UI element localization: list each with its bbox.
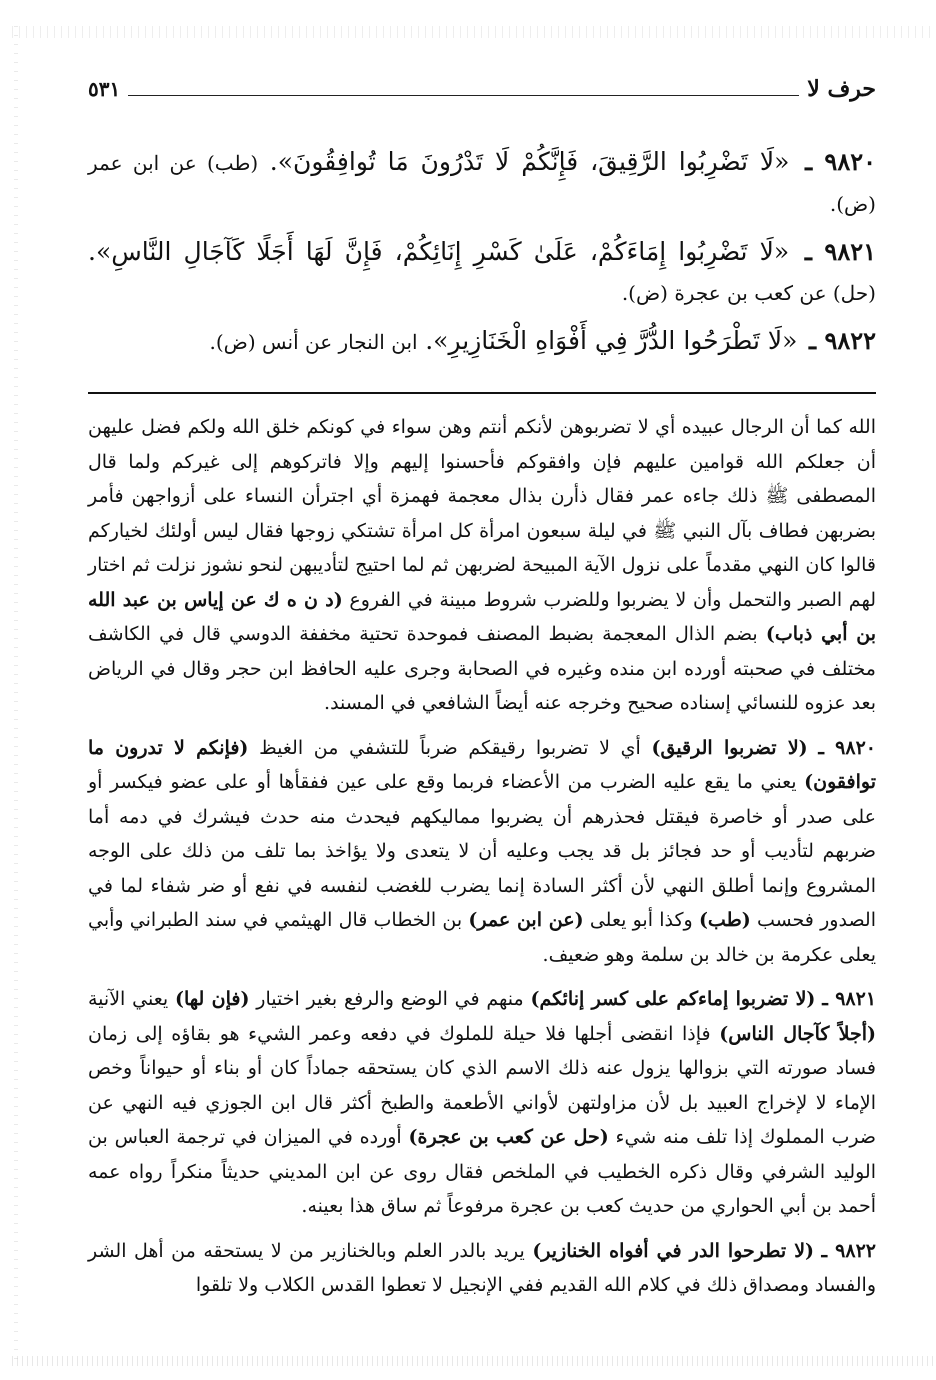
hadith-matn: «لَا تَضْرِبُوا الرَّقِيقَ، فَإِنَّكُمْ لَا تَدْرُونَ مَا تُوافِقُونَ». [269, 147, 790, 176]
footnote-separator [88, 392, 876, 394]
scan-artifact-left [14, 26, 18, 1366]
commentary-lemma: (حل عن كعب بن عجرة) [408, 1126, 609, 1148]
commentary-entry-9821 [88, 982, 876, 1224]
scan-artifact-top [12, 26, 936, 38]
book-page [88, 70, 876, 1313]
commentary-text: بن الخطاب قال الهيثمي في سند الطبراني وأبي يعلى عكرمة بن خالد بن سلمة وهو ضعيف. [88, 909, 876, 966]
commentary [88, 410, 876, 1303]
commentary-lemma: (أجلاً كآجال الناس) [719, 1022, 876, 1045]
hadith-matn: «لَا تَضْرِبُوا إِمَاءَكُمْ، عَلَىٰ كَسْرِ إِنَائِكُمْ، فَإِنَّ لَهَا أَجَلًا كَآجَالِ النَّاسِ». [88, 237, 790, 266]
commentary-text: يريد بالدر العلم وبالخنازير من لا يستحقه من أهل الشر والفساد ومصداق ذلك في كلام الله القديم ففي الإنجيل لا تعطوا القدس الكلاب ولا تلقوا [88, 1239, 876, 1296]
commentary-text: أورده في الميزان في ترجمة العباس بن الوليد الشرفي وقال ذكره الخطيب في الملخص فقال روى عن ابن المديني حديثاً منكراً رواه عمه أحمد بن أبي الحواري من حديث كعب بن عجرة مرفوعاً ثم ساق هذا بعينه. [88, 1126, 876, 1217]
commentary-lemma: (لا تطرحوا الدر في أفواه الخنازير) [532, 1239, 815, 1262]
running-header [88, 70, 876, 102]
commentary-lemma: (فإنكم لا تدرون ما توافقون) [88, 736, 876, 793]
hadith-texts [88, 142, 876, 362]
commentary-entry-9822 [88, 1234, 876, 1303]
entry-number: ٩٨٢٢ ـ [821, 1239, 876, 1262]
commentary-lemma: (د ن ه ك عن إياس بن عبد الله بن أبي ذباب) [88, 588, 876, 645]
commentary-lemma: (فإن لها) [174, 988, 250, 1010]
hadith-source: ابن النجار عن أنس (ض). [209, 330, 418, 354]
hadith-number: ٩٨٢٢ ـ [809, 326, 876, 355]
commentary-continuation [88, 410, 876, 721]
commentary-lemma: (طب) [698, 909, 751, 931]
hadith-matn: «لَا تَطْرَحُوا الدُّرَّ فِي أَفْوَاهِ الْخَنَازِيرِ». [425, 326, 798, 355]
entry-number: ٩٨٢٠ ـ [818, 736, 876, 759]
hadith-source: (طب) عن ابن عمر (ض). [88, 151, 876, 216]
hadith-number: ٩٨٢١ ـ [804, 237, 876, 266]
commentary-text: فإذا انقضى أجلها فلا حيلة للملوك في دفعه وعمر الشيء هو بقاؤه إلى زمان فساد صورته التي بزوالها يزول عنه ذلك الاسم الذي كان يستحقه جماداً كان أو بناء أو حيواناً وخص الإماء لا لإخراج العبيد بل لأن مزاولتهن لأواني الأطعمة والطبخ أكثر قال ابن الجوزي فيه النهي عن ضرب المملوك إذا تلف منه شيء [88, 1022, 876, 1148]
header-rule [128, 95, 799, 96]
commentary-text: يعني ما يقع عليه الضرب من الأعضاء فربما وقع على عين ففقأها أو على عضو فيكسر أو على صدر أو خاصرة فيقتل فحذرهم أن يضربوا مماليكهم فيحدث منه حدث فيشرك في دمه أما ضربهم لتأديب أو حد فجائز بل قد يجب وعليه أن لا يتعدى ولا يؤاخذ بما تلف من ذلك على الوجه المشروع وإنما أطلق النهي لأن أكثر السادة إنما يضرب للغضب لنفسه في نفع أو ضر شفاء لما في الصدور فحسب [88, 771, 876, 931]
commentary-lemma: (لا تضربوا الرقيق) [651, 736, 808, 759]
entry-number: ٩٨٢١ ـ [822, 988, 877, 1010]
commentary-lemma: (عن ابن عمر) [468, 909, 584, 931]
scan-artifact-bottom [12, 1356, 936, 1366]
commentary-text: الله كما أن الرجال عبيده أي لا تضربوهن لأنكم أنتم وهن سواء في كونكم خلق الله ولكم فضل عليهن أن جعلكم الله قوامين عليهم فإن وافقوكم فأحسنوا إليهم وإلا فاتركوهم إلى غيركم ولما قال المصطفى ﷺ ذلك جاءه عمر فقال ذأرن بذال معجمة فهمزة أي اجترأن النساء على أزواجهن فأمر بضربهن فطاف بآل النبي ﷺ في ليلة سبعون امرأة كل امرأة تشتكي زوجها فقال ليس أولئك لخياركم قالوا كان النهي مقدماً على نزول الآية المبيحة لضربهن ثم لما احتيج لتأديبهن لنحو نشوز نزلت ثم اختار لهم الصبر والتحمل وأن لا يضربوا وللضرب شروط مبينة في الفروع [88, 416, 877, 611]
chapter-title: حرف لا [807, 76, 876, 102]
hadith-source: (حل) عن كعب بن عجرة (ض). [621, 281, 876, 305]
commentary-text: بضم الذال المعجمة بضبط المصنف فموحدة تحتية مخففة الدوسي قال في الكاشف مختلف في صحبته أورده ابن منده وغيره في الصحابة وجرى عليه الحافظ ابن حجر وقال في الرياض بعد عزوه للنسائي إسناده صحيح وخرجه عنه أيضاً الشافعي في المسند. [88, 623, 876, 714]
commentary-entry-9820 [88, 731, 876, 973]
page-number: ٥٣١ [88, 77, 121, 101]
commentary-text: منهم في الوضع والرفع بغير اختيار [256, 988, 524, 1010]
hadith-9822 [88, 321, 876, 362]
commentary-text: أي لا تضربوا رقيقكم ضرباً للتشفي من الغيظ [259, 736, 641, 759]
hadith-9820 [88, 142, 876, 224]
commentary-text: وكذا أبو يعلى [589, 909, 693, 931]
commentary-text: يعني الآنية [88, 988, 169, 1010]
commentary-lemma: (لا تضربوا إماءكم على كسر إنائكم) [530, 988, 816, 1010]
hadith-9821 [88, 232, 876, 313]
hadith-number: ٩٨٢٠ ـ [805, 147, 876, 176]
